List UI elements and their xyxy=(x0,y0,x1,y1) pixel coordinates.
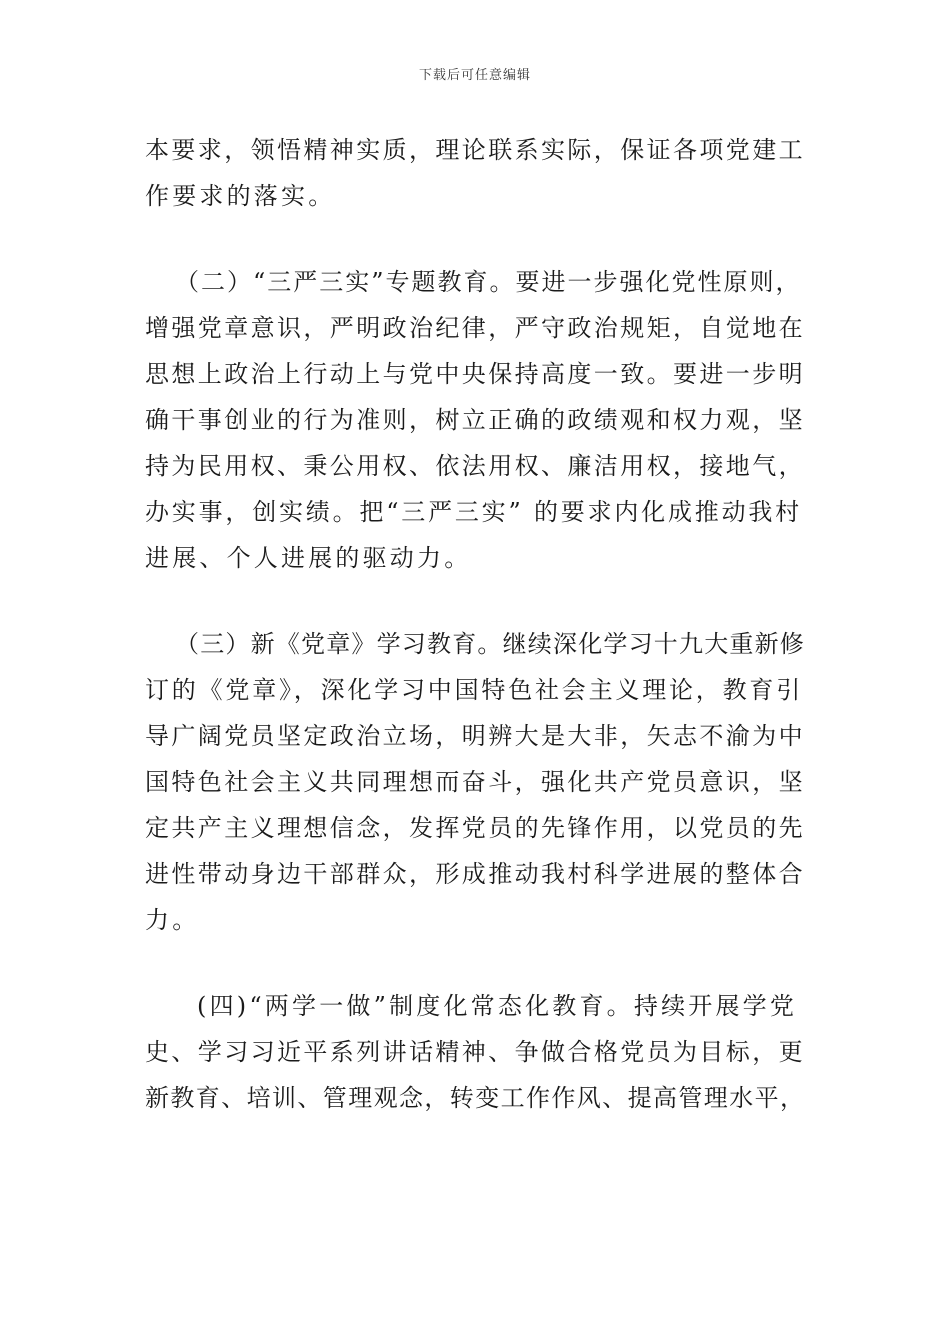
paragraph-1 xyxy=(145,127,805,219)
text-line: 思想上政治上行动上与党中央保持高度一致。要进一步明 xyxy=(145,360,805,388)
text-line: 新教育、培训、管理观念，转变工作作风、提高管理水平， xyxy=(145,1084,806,1112)
paragraph-2 xyxy=(145,259,805,581)
paragraph-3 xyxy=(145,621,805,943)
text-line: 力。 xyxy=(145,906,200,934)
text-line: 定共产主义理想信念，发挥党员的先锋作用，以党员的先 xyxy=(145,814,805,842)
text-line: 史、学习习近平系列讲话精神、争做合格党员为目标，更 xyxy=(145,1038,805,1066)
text-line: 进性带动身边干部群众，形成推动我村科学进展的整体合 xyxy=(145,860,805,888)
text-line: 增强党章意识，严明政治纪律，严守政治规矩，自觉地在 xyxy=(145,314,805,342)
text-line: 订的《党章》，深化学习中国特色社会主义理论，教育引 xyxy=(145,676,803,704)
text-line: 国特色社会主义共同理想而奋斗，强化共产党员意识，坚 xyxy=(145,768,805,796)
text-line: 办实事，创实绩。把“三严三实” 的要求内化成推动我村 xyxy=(145,498,802,526)
text-line: 导广阔党员坚定政治立场，明辨大是大非，矢志不渝为中 xyxy=(145,722,805,750)
text-line: 确干事创业的行为准则，树立正确的政绩观和权力观，坚 xyxy=(145,406,805,434)
text-line: 持为民用权、秉公用权、依法用权、廉洁用权，接地气， xyxy=(145,452,805,480)
paragraph-4 xyxy=(145,983,805,1121)
document-body xyxy=(145,127,805,1121)
text-line: 进展、个人进展的驱动力。 xyxy=(145,544,472,572)
page-header: 下载后可任意编辑 xyxy=(418,68,531,83)
text-line: 本要求，领悟精神实质，理论联系实际，保证各项党建工 xyxy=(145,136,805,164)
text-line: （二）“三严三实”专题教育。要进一步强化党性原则， xyxy=(175,268,802,296)
text-line: （三）新《党章》学习教育。继续深化学习十九大重新修 xyxy=(175,630,805,658)
text-line: 作要求的落实。 xyxy=(145,182,336,210)
text-line: (四)“两学一做”制度化常态化教育。持续开展学党 xyxy=(197,992,798,1020)
